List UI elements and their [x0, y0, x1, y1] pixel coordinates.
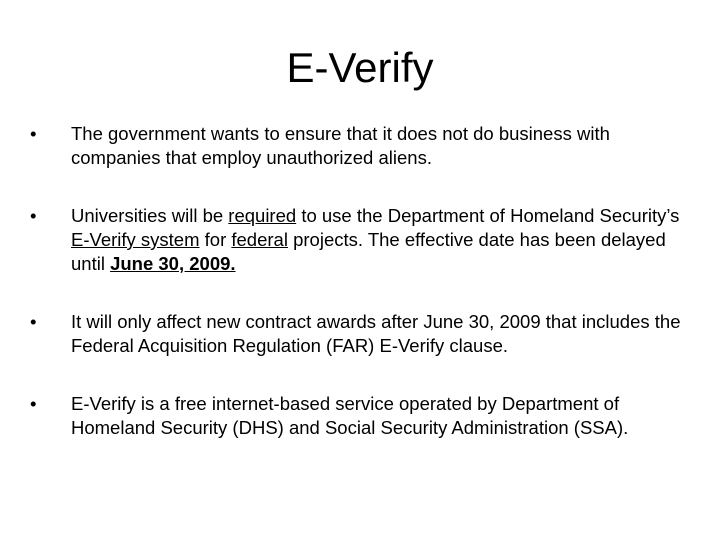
bullet-list: [30, 122, 700, 440]
bold-underlined-date: June 30, 2009.: [110, 253, 236, 274]
underlined-text-required: required: [228, 205, 297, 226]
bullet-item-1: [30, 122, 700, 170]
bullet-marker: •: [30, 311, 37, 332]
bullet-text-segment: projects. The effective date has been delayed until: [71, 229, 666, 274]
bullet-text: E-Verify is a free internet-based service operated by Department of Homeland Security (DHS) and Social Security Administration (SSA).: [71, 393, 629, 438]
bullet-item-4: [30, 392, 700, 440]
bullet-marker: •: [30, 205, 37, 226]
underlined-text-federal: federal: [231, 229, 288, 250]
bullet-marker: •: [30, 123, 37, 144]
bullet-text-segment: for: [199, 229, 232, 250]
bullet-text-segment: Universities will be: [71, 205, 229, 226]
bullet-item-2: [30, 204, 700, 276]
underlined-text-everify-system: E-Verify system: [71, 229, 200, 250]
bullet-marker: •: [30, 393, 37, 414]
bullet-text: The government wants to ensure that it does not do business with companies that employ unauthorized aliens.: [71, 123, 610, 168]
slide-title: E-Verify: [286, 44, 434, 91]
bullet-text-segment: to use the Department of Homeland Security’s: [296, 205, 680, 226]
bullet-text: It will only affect new contract awards after June 30, 2009 that includes the Federal Acquisition Regulation (FAR) E-Verify clause.: [71, 311, 681, 356]
bullet-item-3: [30, 310, 700, 358]
